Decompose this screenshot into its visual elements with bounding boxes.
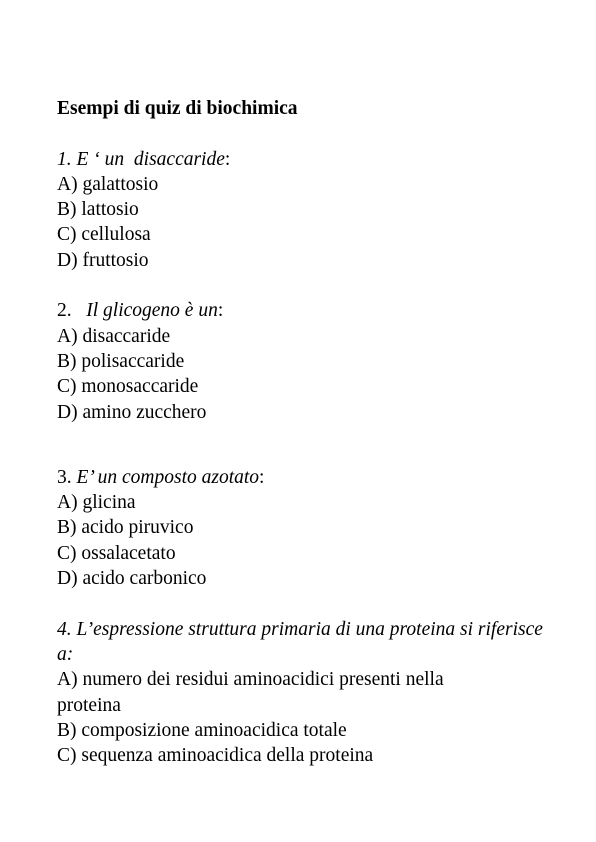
question-3-text: E’ un composto azotato — [76, 466, 260, 488]
question-4-option-b: B) composizione aminoacidica totale — [57, 719, 347, 741]
question-4-text: L’espressione struttura primaria di una proteina si riferisce a: — [57, 618, 543, 665]
question-2-number: 2. — [57, 300, 72, 322]
question-2-option-c: C) monosaccaride — [57, 376, 199, 398]
question-1-option-d: D) fruttosio — [57, 249, 149, 271]
question-1-stem — [57, 147, 557, 172]
question-1-option-a: A) galattosio — [57, 173, 159, 195]
question-3-option-d: D) acido carbonico — [57, 568, 207, 590]
question-3-option-a: A) glicina — [57, 492, 136, 514]
question-4 — [57, 617, 557, 769]
question-3-stem — [57, 465, 557, 490]
question-4-option-c: C) sequenza aminoacidica della proteina — [57, 745, 374, 767]
question-1-option-b: B) lattosio — [57, 199, 139, 221]
document-page — [57, 96, 557, 768]
question-4-option-a: A) numero dei residui aminoacidici presenti nella proteina — [57, 669, 444, 716]
question-2-suffix: : — [217, 300, 224, 322]
question-3 — [57, 465, 557, 591]
question-4-stem — [57, 617, 557, 668]
question-2-option-d: D) amino zucchero — [57, 401, 207, 423]
question-3-option-b: B) acido piruvico — [57, 517, 194, 539]
question-3-number: 3. — [57, 466, 72, 488]
question-1-text: E ‘ un disaccaride — [76, 148, 225, 170]
question-2-option-b: B) polisaccaride — [57, 350, 185, 372]
question-2-stem — [57, 298, 557, 323]
spacer — [57, 273, 557, 298]
question-2 — [57, 298, 557, 424]
question-4-number: 4. — [57, 618, 72, 640]
question-2-text: Il glicogeno è un — [86, 300, 218, 322]
question-3-option-c: C) ossalacetato — [57, 542, 176, 564]
question-1-option-c: C) cellulosa — [57, 224, 151, 246]
document-title: Esempi di quiz di biochimica — [57, 98, 298, 119]
spacer — [57, 425, 557, 465]
question-1 — [57, 147, 557, 273]
question-1-suffix: : — [224, 148, 231, 170]
question-1-number: 1. — [57, 148, 72, 170]
spacer — [57, 121, 557, 146]
spacer — [57, 591, 557, 616]
question-3-suffix: : — [259, 466, 265, 488]
question-2-option-a: A) disaccaride — [57, 325, 171, 347]
